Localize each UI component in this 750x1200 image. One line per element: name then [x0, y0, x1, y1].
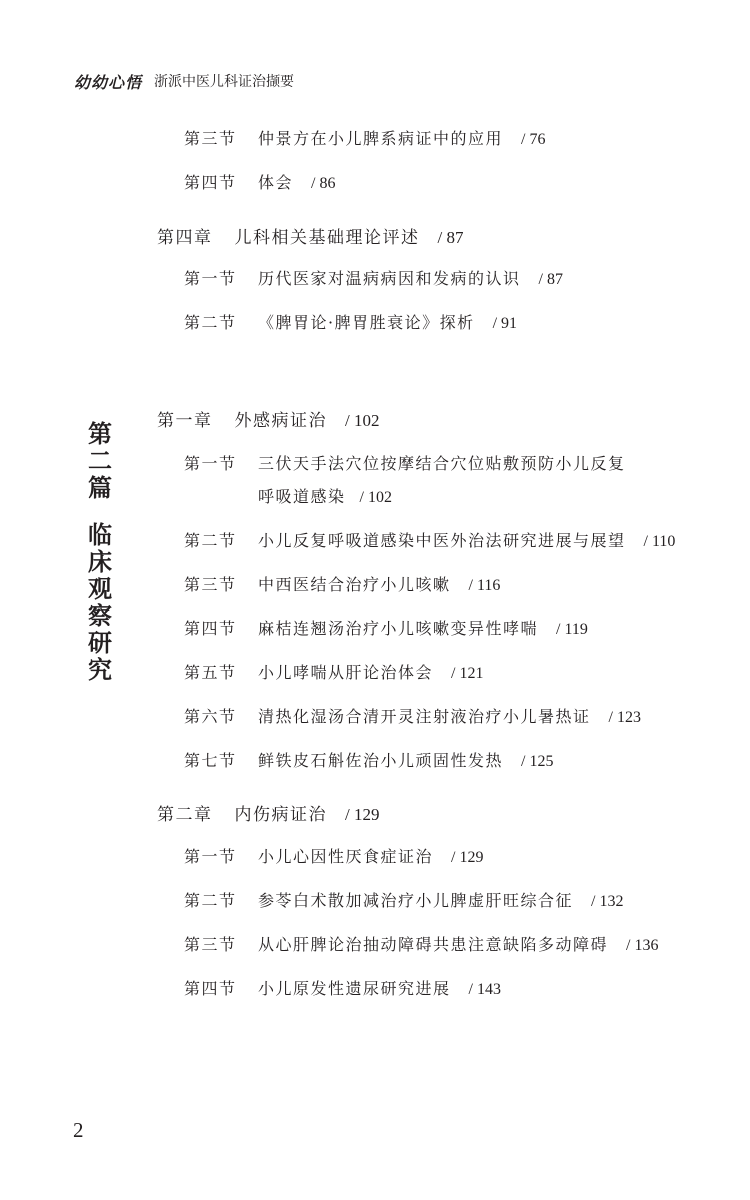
- toc-page-number: / 86: [311, 175, 335, 192]
- toc-page-number: / 129: [345, 805, 379, 824]
- toc-section-label: 第一节: [184, 847, 237, 866]
- toc-page-number: / 136: [626, 937, 658, 954]
- part-title-char: 研: [88, 628, 112, 657]
- part-title-char: 观: [88, 574, 112, 603]
- toc-page-number: / 102: [345, 411, 379, 430]
- toc-section-label: 第二节: [184, 891, 237, 910]
- toc-entry-chapter: [157, 804, 379, 826]
- toc-entry-continuation: [258, 486, 392, 509]
- toc-section-label: 第四节: [184, 979, 237, 998]
- toc-section-title: 中西医结合治疗小儿咳嗽: [258, 575, 451, 594]
- part-title-char: 察: [88, 601, 112, 630]
- toc-page-number: / 87: [438, 228, 464, 247]
- part-title-char: 二: [88, 446, 112, 475]
- part-title: [80, 420, 120, 683]
- toc-entry-section: [184, 890, 623, 913]
- toc-section-title: 小儿心因性厌食症证治: [258, 847, 434, 866]
- part-title-char: 第: [88, 419, 112, 448]
- toc-entry-section: [184, 978, 501, 1001]
- part-title-char: 床: [88, 547, 112, 576]
- toc-page-number: / 102: [360, 489, 392, 506]
- toc-entry-section: [184, 662, 483, 685]
- toc-entry-section: [184, 574, 500, 597]
- toc-section-label: 第三节: [184, 935, 237, 954]
- toc-section-label: 第六节: [184, 707, 237, 726]
- toc-section-title: 小儿哮喘从肝论治体会: [258, 663, 434, 682]
- toc-entry-section: [184, 453, 626, 475]
- toc-section-title: 鲜铁皮石斛佐治小儿顽固性发热: [258, 751, 504, 770]
- toc-section-label: 第二节: [184, 531, 237, 550]
- toc-chapter-title: 内伤病证治: [234, 805, 327, 825]
- toc-section-label: 第三节: [184, 129, 237, 148]
- toc-section-label: 第七节: [184, 751, 237, 770]
- toc-entry-section: [184, 172, 335, 195]
- toc-page-number: / 123: [609, 709, 641, 726]
- toc-entry-section: [184, 530, 675, 553]
- toc-page-number: / 119: [556, 621, 588, 638]
- toc-page-number: / 121: [451, 665, 483, 682]
- part-title-char: 篇: [88, 473, 112, 502]
- toc-section-label: 第四节: [184, 173, 237, 192]
- toc-entry-section: [184, 128, 545, 151]
- toc-section-label: 第四节: [184, 619, 237, 638]
- toc-section-label: 第一节: [184, 454, 237, 473]
- toc-section-title: 小儿反复呼吸道感染中医外治法研究进展与展望: [258, 531, 626, 550]
- toc-page-number: / 110: [644, 533, 676, 550]
- toc-entry-section: [184, 934, 658, 957]
- toc-entry-chapter: [157, 227, 463, 249]
- toc-entry-section: [184, 750, 553, 773]
- toc-section-label: 第二节: [184, 313, 237, 332]
- toc-page-number: / 91: [493, 315, 517, 332]
- toc-chapter-title: 外感病证治: [234, 411, 327, 431]
- toc-chapter-label: 第二章: [157, 805, 213, 825]
- toc-page-number: / 129: [451, 849, 483, 866]
- toc-section-label: 第五节: [184, 663, 237, 682]
- part-title-char: 临: [88, 520, 112, 549]
- toc-entry-section: [184, 706, 641, 729]
- toc-chapter-label: 第一章: [157, 411, 213, 431]
- toc-section-title: 参苓白术散加减治疗小儿脾虚肝旺综合征: [258, 891, 574, 910]
- toc-entry-chapter: [157, 410, 379, 432]
- toc-section-title-continuation: 呼吸道感染: [258, 487, 346, 506]
- toc-section-title: 清热化湿汤合清开灵注射液治疗小儿暑热证: [258, 707, 591, 726]
- toc-page-number: / 143: [469, 981, 501, 998]
- toc-page-number: / 132: [591, 893, 623, 910]
- toc-page-number: / 87: [539, 271, 563, 288]
- toc-page-number: / 116: [469, 577, 501, 594]
- toc-section-title: 体会: [258, 173, 294, 192]
- toc-entry-section: [184, 312, 517, 335]
- toc-section-title: 仲景方在小儿脾系病证中的应用: [258, 129, 504, 148]
- toc-entry-section: [184, 846, 483, 869]
- toc-entry-section: [184, 268, 563, 291]
- toc-section-label: 第三节: [184, 575, 237, 594]
- book-title: 浙派中医儿科证治撷要: [154, 74, 295, 90]
- toc-entry-section: [184, 618, 588, 641]
- toc-chapter-title: 儿科相关基础理论评述: [234, 228, 420, 248]
- toc-page-number: / 125: [521, 753, 553, 770]
- toc-section-title: 三伏天手法穴位按摩结合穴位贴敷预防小儿反复: [258, 454, 626, 473]
- toc-section-title: 历代医家对温病病因和发病的认识: [258, 269, 521, 288]
- book-brand: 幼幼心悟: [74, 72, 143, 92]
- part-title-char: 究: [88, 655, 112, 684]
- toc-section-title: 小儿原发性遗尿研究进展: [258, 979, 451, 998]
- page-number: 2: [73, 1118, 84, 1142]
- running-header: [74, 69, 294, 93]
- toc-section-label: 第一节: [184, 269, 237, 288]
- toc-section-title: 从心肝脾论治抽动障碍共患注意缺陷多动障碍: [258, 935, 609, 954]
- toc-chapter-label: 第四章: [157, 228, 213, 248]
- toc-section-title: 麻桔连翘汤治疗小儿咳嗽变异性哮喘: [258, 619, 539, 638]
- toc-section-title: 《脾胃论·脾胃胜衰论》探析: [258, 313, 475, 332]
- toc-page-number: / 76: [521, 131, 545, 148]
